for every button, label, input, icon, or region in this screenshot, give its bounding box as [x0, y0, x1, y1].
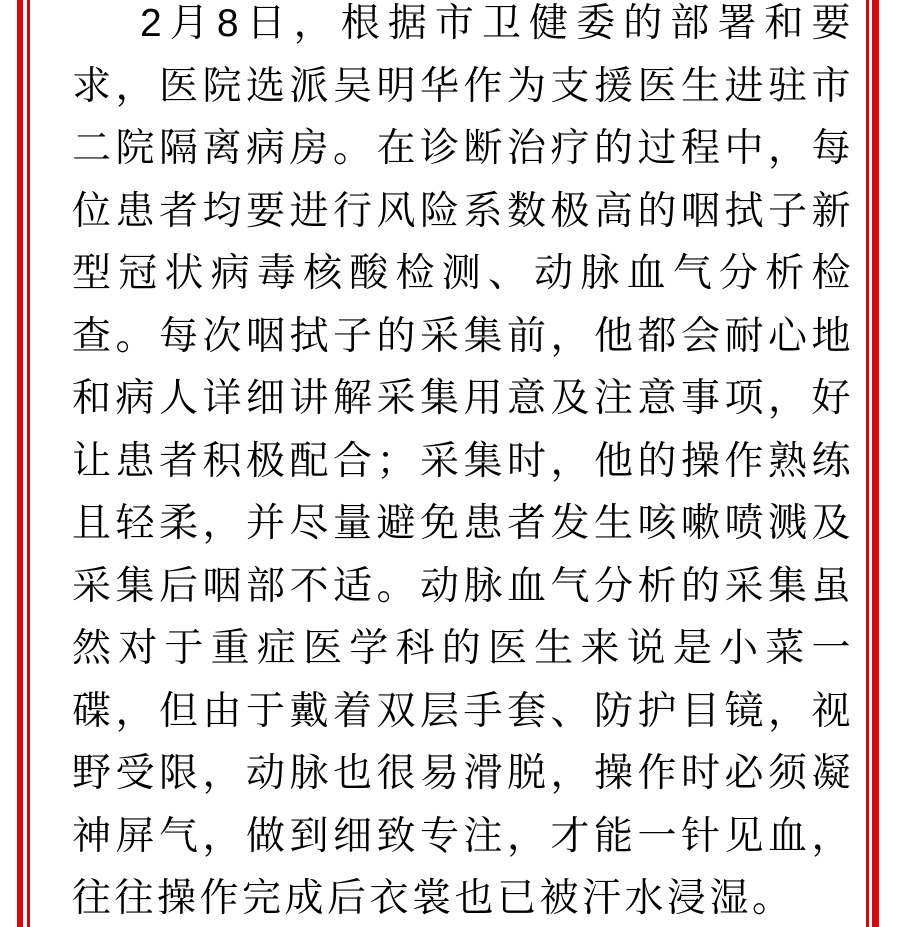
text-line: 碟，但由于戴着双层手套、防护目镜，视 — [72, 689, 854, 733]
text-line: 求，医院选派吴明华作为支援医生进驻市 — [72, 64, 854, 108]
text-line: 然对于重症医学科的医生来说是小菜一 — [72, 627, 854, 670]
text-line: 位患者均要进行风险系数极高的咽拭子新 — [72, 189, 854, 233]
text-line: 往往操作完成后衣裳也已被汗水浸湿。 — [72, 877, 795, 920]
text-line: 神屏气，做到细致专注，才能一针见血， — [72, 814, 854, 858]
article-body — [72, 0, 854, 927]
text-line: 和病人详细讲解采集用意及注意事项，好 — [72, 377, 854, 420]
text-line: 让患者积极配合；采集时，他的操作熟练 — [72, 439, 854, 483]
page-border-left-outer-line — [17, 0, 23, 927]
text-line: 查。每次咽拭子的采集前，他都会耐心地 — [72, 314, 854, 358]
text-line: 采集后咽部不适。动脉血气分析的采集虽 — [72, 564, 854, 608]
text-line: 且轻柔，并尽量避免患者发生咳嗽喷溅及 — [72, 502, 854, 545]
page-border-left-inner-line — [27, 0, 30, 927]
page-border-right-inner-line — [866, 0, 869, 927]
page-border-right-outer-line — [872, 0, 879, 927]
text-line: 二院隔离病房。在诊断治疗的过程中，每 — [72, 127, 854, 170]
text-line: 2月8日，根据市卫健委的部署和要 — [140, 2, 854, 45]
text-line: 野受限，动脉也很易滑脱，操作时必须凝 — [72, 752, 854, 795]
text-line: 型冠状病毒核酸检测、动脉血气分析检 — [72, 252, 854, 295]
